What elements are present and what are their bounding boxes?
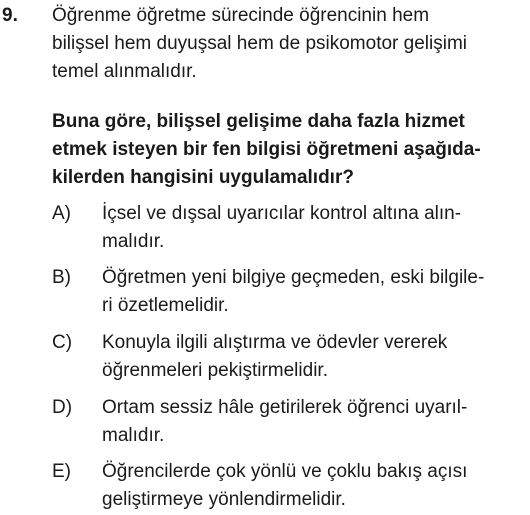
option-text-line: öğrenmeleri pekiştirmelidir.	[102, 360, 328, 381]
stem-line: Öğrenme öğretme sürecinde öğrencinin hem	[52, 5, 430, 26]
option-letter: D)	[52, 397, 73, 418]
option-text-line: ri özetlemelidir.	[102, 295, 229, 316]
prompt-line: etmek isteyen bir fen bilgisi öğretmeni aşağıda-	[52, 139, 481, 160]
option-text-line: Konuyla ilgili alıştırma ve ödevler vererek	[102, 332, 448, 353]
question-stem	[52, 2, 524, 86]
question-number: 9.	[2, 5, 18, 26]
option-text	[102, 329, 528, 385]
stem-line: temel alınmalıdır.	[52, 61, 197, 82]
option-text-line: Öğrencilerde çok yönlü ve çoklu bakış açısı	[102, 461, 468, 482]
option-text-line: geliştirmeye yönlendirmelidir.	[102, 489, 346, 510]
option-letter: E)	[52, 461, 71, 482]
option-letter: B)	[52, 267, 71, 288]
option-text-line: malıdır.	[102, 425, 165, 446]
option-text-line: Ortam sessiz hâle getirilerek öğrenci uyarıl-	[102, 397, 468, 418]
question-prompt	[52, 108, 528, 192]
option-text	[102, 394, 528, 450]
prompt-line: Buna göre, bilişsel gelişime daha fazla hizmet	[52, 111, 465, 132]
option-letter: C)	[52, 332, 73, 353]
option-letter: A)	[52, 203, 71, 224]
option-text-line: Öğretmen yeni bilgiye geçmeden, eski bilgile-	[102, 267, 485, 288]
option-text-line: malıdır.	[102, 231, 165, 252]
stem-line: bilişsel hem duyuşsal hem de psikomotor gelişimi	[52, 33, 468, 54]
option-text-line: İçsel ve dışsal uyarıcılar kontrol altına alın-	[102, 203, 462, 224]
option-text	[102, 264, 528, 320]
option-text	[102, 458, 528, 514]
option-text	[102, 200, 528, 256]
prompt-line: kilerden hangisini uygulamalıdır?	[52, 167, 354, 188]
